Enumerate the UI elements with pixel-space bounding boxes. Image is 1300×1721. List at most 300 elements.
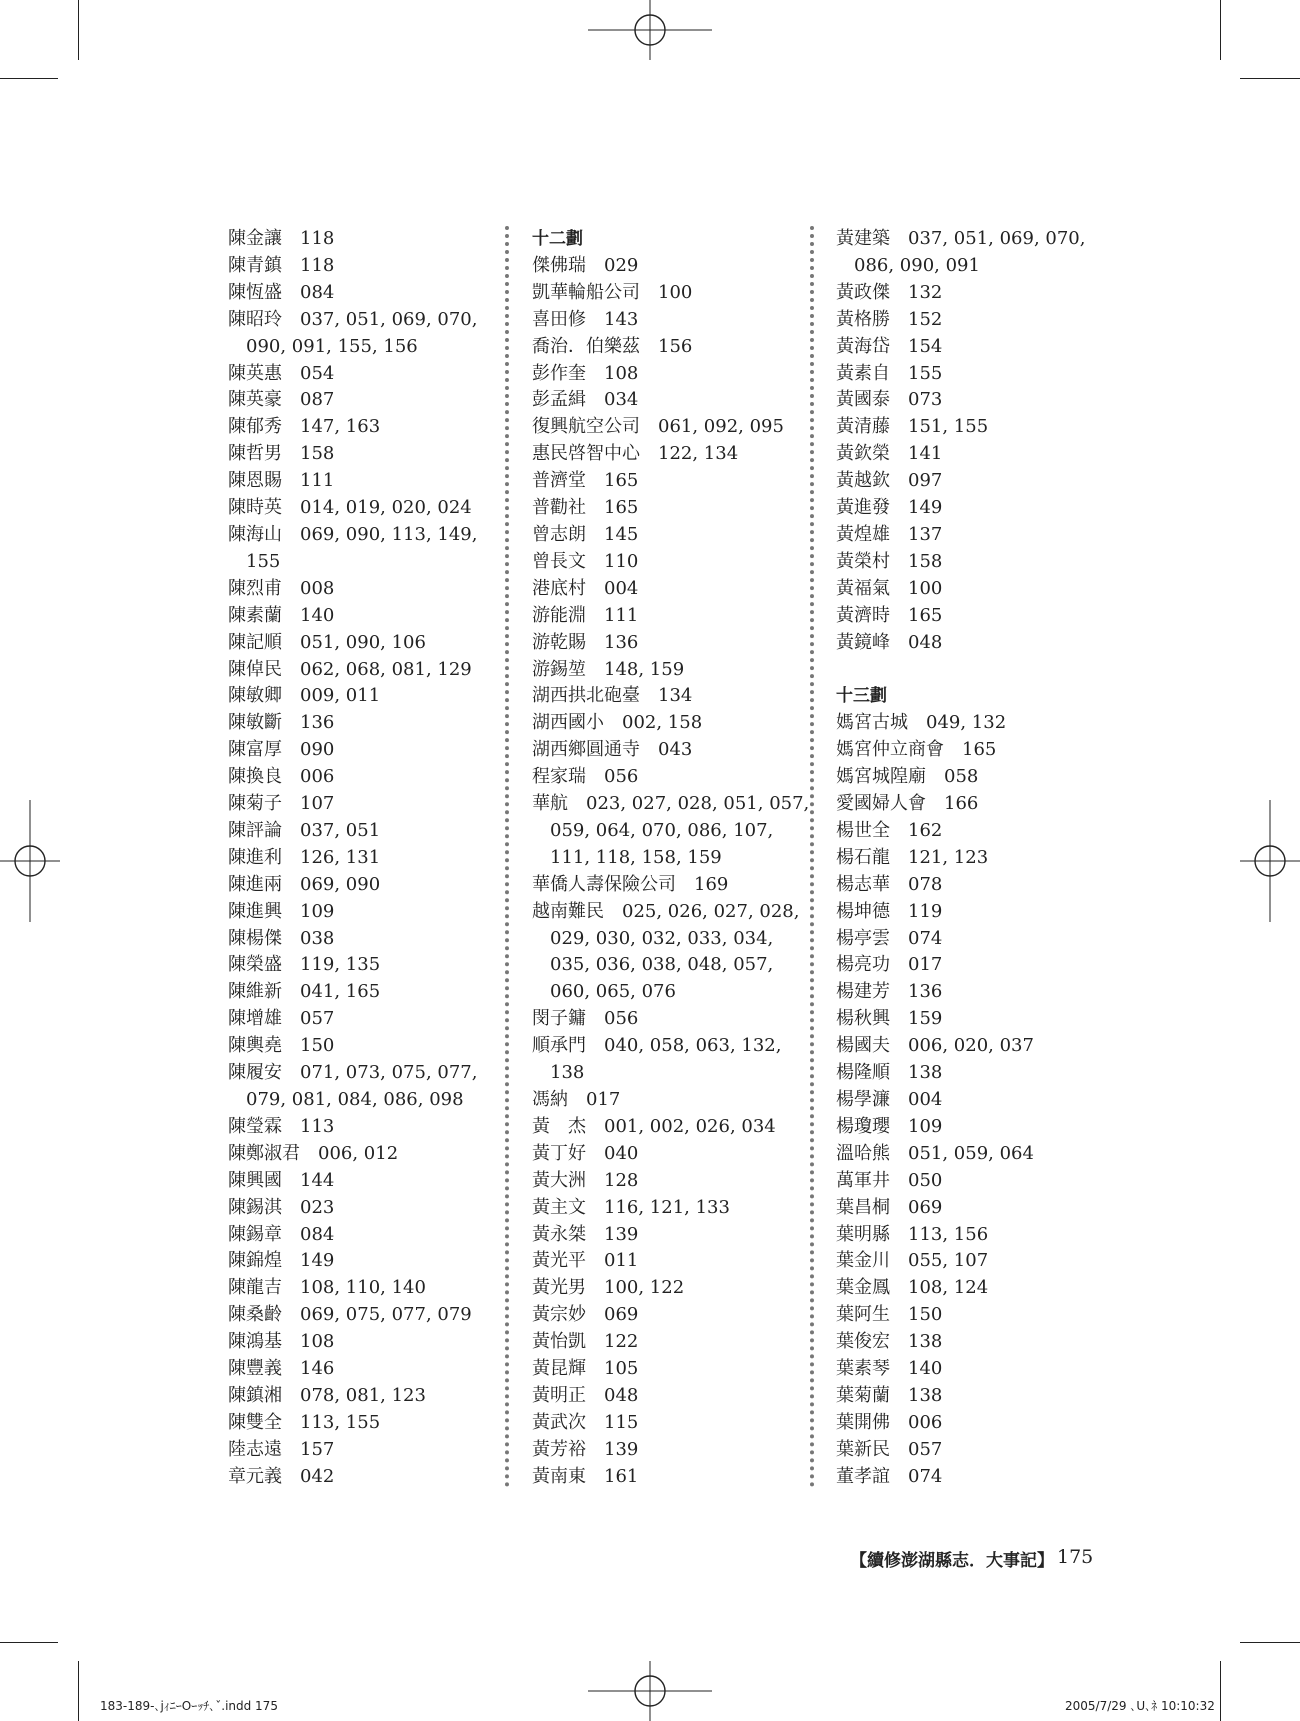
index-entry — [532, 1356, 814, 1383]
index-entry — [836, 872, 1118, 899]
entry-name: 黃昆輝 — [532, 1358, 586, 1380]
registration-mark-right — [1240, 800, 1300, 922]
section-heading: 十三劃 — [836, 686, 887, 707]
index-entry — [532, 1248, 814, 1275]
entry-name: 董孝誼 — [836, 1465, 890, 1487]
index-entry — [836, 845, 1118, 872]
entry-name: 葉素琴 — [836, 1358, 890, 1380]
entry-pages: 151, 155 — [908, 416, 989, 438]
entry-pages: 138 — [550, 1062, 585, 1084]
entry-name: 黃明正 — [532, 1384, 586, 1406]
entry-name: 陳進兩 — [228, 873, 282, 895]
index-entry — [836, 1410, 1118, 1437]
entry-name: 陳倬民 — [228, 658, 282, 680]
entry-name: 喜田修 — [532, 308, 586, 330]
index-entry — [532, 1329, 814, 1356]
entry-name: 陳素蘭 — [228, 604, 282, 626]
index-entry — [836, 387, 1118, 414]
index-entry — [228, 1437, 510, 1464]
index-entry-continuation — [228, 334, 510, 361]
entry-name: 陳進利 — [228, 846, 282, 868]
entry-name: 楊秋興 — [836, 1008, 890, 1030]
index-entry — [836, 1033, 1118, 1060]
entry-name: 游能淵 — [532, 604, 586, 626]
entry-name: 陳換良 — [228, 766, 282, 788]
index-entry — [228, 1248, 510, 1275]
entry-name: 陳富厚 — [228, 739, 282, 761]
crop-mark — [0, 78, 58, 79]
entry-pages: 090 — [300, 739, 335, 761]
entry-pages: 161 — [604, 1465, 639, 1487]
entry-pages: 139 — [604, 1438, 639, 1460]
index-entry — [532, 441, 814, 468]
entry-pages: 006 — [908, 1411, 943, 1433]
entry-name: 陳龍吉 — [228, 1277, 282, 1299]
entry-pages: 108 — [604, 362, 639, 384]
entry-name: 華航 — [532, 793, 568, 815]
index-entry — [228, 1195, 510, 1222]
entry-name: 普勸社 — [532, 497, 586, 519]
entry-name: 陳英豪 — [228, 389, 282, 411]
entry-name: 黃武次 — [532, 1411, 586, 1433]
index-entry — [532, 657, 814, 684]
entry-pages: 137 — [908, 523, 943, 545]
entry-name: 黃濟時 — [836, 604, 890, 626]
index-entry — [228, 657, 510, 684]
entry-name: 黃宗妙 — [532, 1304, 586, 1326]
entry-pages: 049, 132 — [926, 712, 1007, 734]
entry-pages: 105 — [604, 1358, 639, 1380]
index-entry-continuation — [532, 979, 814, 1006]
entry-name: 黃政傑 — [836, 281, 890, 303]
index-entry — [532, 1410, 814, 1437]
entry-name: 陳桑齡 — [228, 1304, 282, 1326]
index-column-2 — [532, 226, 814, 1491]
section-gap — [836, 657, 1118, 684]
entry-pages: 138 — [908, 1384, 943, 1406]
index-entry — [228, 576, 510, 603]
index-entry — [228, 845, 510, 872]
entry-pages: 140 — [908, 1358, 943, 1380]
entry-pages: 143 — [604, 308, 639, 330]
index-entry — [532, 1006, 814, 1033]
index-entry — [228, 361, 510, 388]
entry-name: 楊坤德 — [836, 900, 890, 922]
index-entry — [836, 1168, 1118, 1195]
index-entry — [228, 1060, 510, 1087]
index-entry — [228, 414, 510, 441]
index-column-1 — [228, 226, 510, 1491]
entry-pages: 037, 051, 069, 070, — [300, 308, 478, 330]
index-entry — [532, 549, 814, 576]
entry-name: 陳烈甫 — [228, 577, 282, 599]
index-entry — [836, 926, 1118, 953]
entry-name: 愛國婦人會 — [836, 793, 926, 815]
entry-pages: 035, 036, 038, 048, 057, — [550, 954, 774, 976]
entry-pages: 057 — [300, 1008, 335, 1030]
index-entry — [228, 1410, 510, 1437]
entry-pages: 107 — [300, 793, 335, 815]
entry-name: 楊學濂 — [836, 1088, 890, 1110]
entry-pages: 118 — [300, 228, 335, 249]
entry-pages: 138 — [908, 1062, 943, 1084]
entry-pages: 084 — [300, 281, 335, 303]
entry-pages: 134 — [658, 685, 693, 707]
entry-pages: 116, 121, 133 — [604, 1196, 730, 1218]
index-entry — [836, 952, 1118, 979]
index-entry — [836, 441, 1118, 468]
entry-name: 陳郁秀 — [228, 416, 282, 438]
index-entry — [228, 737, 510, 764]
entry-name: 黃清藤 — [836, 416, 890, 438]
entry-pages: 037, 051 — [300, 819, 381, 841]
index-entry — [228, 926, 510, 953]
entry-pages: 038 — [300, 927, 335, 949]
entry-pages: 014, 019, 020, 024 — [300, 497, 472, 519]
index-entry — [228, 495, 510, 522]
index-entry — [532, 764, 814, 791]
index-entry — [228, 387, 510, 414]
index-entry — [228, 1141, 510, 1168]
index-entry — [532, 1464, 814, 1491]
index-entry — [836, 468, 1118, 495]
entry-pages: 100, 122 — [604, 1277, 685, 1299]
entry-name: 楊建芳 — [836, 981, 890, 1003]
entry-pages: 155 — [246, 550, 281, 572]
entry-pages: 122 — [604, 1331, 639, 1353]
entry-pages: 078, 081, 123 — [300, 1384, 426, 1406]
entry-pages: 166 — [944, 793, 979, 815]
entry-pages: 002, 158 — [622, 712, 703, 734]
entry-name: 黃 杰 — [532, 1115, 586, 1137]
index-entry-continuation — [228, 1087, 510, 1114]
entry-pages: 111, 118, 158, 159 — [550, 846, 722, 868]
entry-name: 喬治．伯樂茲 — [532, 335, 640, 357]
entry-pages: 145 — [604, 523, 639, 545]
entry-pages: 009, 011 — [300, 685, 381, 707]
entry-pages: 119, 135 — [300, 954, 381, 976]
entry-pages: 084 — [300, 1223, 335, 1245]
entry-pages: 147, 163 — [300, 416, 381, 438]
entry-name: 楊世全 — [836, 819, 890, 841]
entry-pages: 100 — [658, 281, 693, 303]
index-entry — [228, 979, 510, 1006]
page-number: 175 — [1057, 1546, 1094, 1568]
entry-name: 陳青鎮 — [228, 254, 282, 276]
entry-name: 閔子鏞 — [532, 1008, 586, 1030]
entry-pages: 004 — [908, 1088, 943, 1110]
entry-pages: 165 — [962, 739, 997, 761]
entry-pages: 006 — [300, 766, 335, 788]
entry-name: 惠民啓智中心 — [532, 443, 640, 465]
index-entry — [836, 226, 1118, 253]
entry-pages: 158 — [908, 550, 943, 572]
entry-pages: 126, 131 — [300, 846, 381, 868]
entry-name: 陳時英 — [228, 497, 282, 519]
entry-pages: 006, 012 — [318, 1142, 399, 1164]
entry-name: 陳鄭淑君 — [228, 1142, 300, 1164]
entry-name: 葉阿生 — [836, 1304, 890, 1326]
entry-pages: 139 — [604, 1223, 639, 1245]
index-entry — [836, 791, 1118, 818]
entry-name: 葉昌桐 — [836, 1196, 890, 1218]
entry-pages: 113 — [300, 1115, 335, 1137]
entry-name: 陳恆盛 — [228, 281, 282, 303]
entry-pages: 056 — [604, 1008, 639, 1030]
entry-pages: 119 — [908, 900, 943, 922]
entry-pages: 141 — [908, 443, 943, 465]
entry-pages: 086, 090, 091 — [854, 254, 980, 276]
file-slug: 183-189-､jｨﾆｰOｰｯﾁ､ˇ.indd 175 — [100, 1699, 278, 1713]
entry-name: 楊亮功 — [836, 954, 890, 976]
entry-name: 黃煌雄 — [836, 523, 890, 545]
index-entry — [836, 630, 1118, 657]
entry-name: 復興航空公司 — [532, 416, 640, 438]
entry-name: 媽宮古城 — [836, 712, 908, 734]
entry-pages: 006, 020, 037 — [908, 1035, 1034, 1057]
index-entry — [532, 361, 814, 388]
entry-name: 楊瓊瓔 — [836, 1115, 890, 1137]
entry-pages: 146 — [300, 1358, 335, 1380]
entry-pages: 156 — [658, 335, 693, 357]
entry-pages: 109 — [908, 1115, 943, 1137]
entry-pages: 169 — [694, 873, 729, 895]
index-entry — [836, 1060, 1118, 1087]
entry-name: 曾志朗 — [532, 523, 586, 545]
entry-pages: 150 — [908, 1304, 943, 1326]
index-entry — [836, 818, 1118, 845]
entry-name: 陳菊子 — [228, 793, 282, 815]
index-entry — [532, 1168, 814, 1195]
entry-pages: 121, 123 — [908, 846, 989, 868]
index-entry — [836, 1222, 1118, 1249]
entry-pages: 144 — [300, 1169, 335, 1191]
index-entry — [532, 1087, 814, 1114]
entry-name: 普濟堂 — [532, 470, 586, 492]
entry-name: 黃主文 — [532, 1196, 586, 1218]
index-entry — [532, 334, 814, 361]
crop-mark — [0, 1642, 58, 1643]
entry-name: 陸志遠 — [228, 1438, 282, 1460]
index-entry — [532, 1195, 814, 1222]
entry-pages: 062, 068, 081, 129 — [300, 658, 472, 680]
index-entry — [228, 1464, 510, 1491]
entry-name: 游乾賜 — [532, 631, 586, 653]
entry-name: 港底村 — [532, 577, 586, 599]
index-entry — [532, 1437, 814, 1464]
entry-pages: 069 — [604, 1304, 639, 1326]
entry-pages: 140 — [300, 604, 335, 626]
index-entry — [532, 1141, 814, 1168]
entry-pages: 037, 051, 069, 070, — [908, 228, 1086, 249]
entry-pages: 034 — [604, 389, 639, 411]
column-divider — [505, 226, 509, 1488]
index-entry — [228, 1383, 510, 1410]
index-entry — [228, 683, 510, 710]
entry-pages: 042 — [300, 1465, 335, 1487]
entry-pages: 150 — [300, 1035, 335, 1057]
entry-name: 陳增雄 — [228, 1008, 282, 1030]
entry-name: 彭作奎 — [532, 362, 586, 384]
entry-pages: 132 — [908, 281, 943, 303]
index-entry — [228, 468, 510, 495]
entry-pages: 136 — [300, 712, 335, 734]
index-entry — [532, 307, 814, 334]
entry-name: 程家瑞 — [532, 766, 586, 788]
entry-pages: 148, 159 — [604, 658, 685, 680]
entry-name: 葉俊宏 — [836, 1331, 890, 1353]
entry-name: 陳金讓 — [228, 228, 282, 249]
entry-name: 陳榮盛 — [228, 954, 282, 976]
entry-name: 陳記順 — [228, 631, 282, 653]
entry-name: 葉明縣 — [836, 1223, 890, 1245]
index-entry-continuation — [532, 926, 814, 953]
registration-mark-left — [0, 800, 60, 922]
entry-name: 黃格勝 — [836, 308, 890, 330]
index-entry — [532, 468, 814, 495]
entry-pages: 023 — [300, 1196, 335, 1218]
entry-pages: 059, 064, 070, 086, 107, — [550, 819, 774, 841]
entry-pages: 029 — [604, 254, 639, 276]
entry-name: 游錫堃 — [532, 658, 586, 680]
entry-pages: 069, 090 — [300, 873, 381, 895]
crop-mark — [78, 1661, 79, 1721]
index-entry — [228, 226, 510, 253]
entry-pages: 011 — [604, 1250, 639, 1272]
entry-pages: 071, 073, 075, 077, — [300, 1062, 478, 1084]
entry-name: 黃素自 — [836, 362, 890, 384]
index-entry — [228, 710, 510, 737]
entry-pages: 055, 107 — [908, 1250, 989, 1272]
index-entry — [228, 764, 510, 791]
registration-mark-bottom — [588, 1661, 712, 1721]
entry-name: 陳哲男 — [228, 443, 282, 465]
index-entry — [228, 630, 510, 657]
crop-mark — [1220, 1661, 1221, 1721]
index-entry — [836, 334, 1118, 361]
index-entry — [532, 872, 814, 899]
crop-mark — [1220, 0, 1221, 60]
entry-pages: 041, 165 — [300, 981, 381, 1003]
entry-name: 陳海山 — [228, 523, 282, 545]
entry-pages: 073 — [908, 389, 943, 411]
index-entry — [836, 737, 1118, 764]
index-entry — [228, 307, 510, 334]
entry-name: 章元義 — [228, 1465, 282, 1487]
index-entry — [532, 603, 814, 630]
index-entry — [836, 1248, 1118, 1275]
index-entry — [532, 1383, 814, 1410]
entry-pages: 157 — [300, 1438, 335, 1460]
entry-name: 陳鴻基 — [228, 1331, 282, 1353]
entry-name: 楊石龍 — [836, 846, 890, 868]
index-entry — [228, 791, 510, 818]
entry-name: 楊亭雲 — [836, 927, 890, 949]
index-entry — [532, 414, 814, 441]
entry-pages: 165 — [604, 497, 639, 519]
entry-name: 陳進興 — [228, 900, 282, 922]
entry-name: 黃丁好 — [532, 1142, 586, 1164]
entry-name: 黃海岱 — [836, 335, 890, 357]
entry-pages: 165 — [908, 604, 943, 626]
entry-name: 陳昭玲 — [228, 308, 282, 330]
entry-name: 陳錫章 — [228, 1223, 282, 1245]
entry-name: 陳敏卿 — [228, 685, 282, 707]
index-entry — [228, 253, 510, 280]
entry-pages: 108 — [300, 1331, 335, 1353]
index-entry — [532, 683, 814, 710]
entry-pages: 058 — [944, 766, 979, 788]
entry-pages: 043 — [658, 739, 693, 761]
entry-pages: 149 — [300, 1250, 335, 1272]
crop-mark — [78, 0, 79, 60]
entry-name: 黃光平 — [532, 1250, 586, 1272]
crop-mark — [1240, 1642, 1300, 1643]
index-entry-continuation — [532, 845, 814, 872]
index-entry — [836, 1141, 1118, 1168]
column-divider — [810, 226, 814, 1488]
index-entry — [836, 522, 1118, 549]
entry-pages: 122, 134 — [658, 443, 739, 465]
entry-name: 黃欽榮 — [836, 443, 890, 465]
entry-name: 陳雙全 — [228, 1411, 282, 1433]
index-entry — [228, 1168, 510, 1195]
index-entry — [228, 1222, 510, 1249]
entry-pages: 069, 090, 113, 149, — [300, 523, 478, 545]
index-entry — [836, 1195, 1118, 1222]
entry-pages: 136 — [604, 631, 639, 653]
entry-pages: 079, 081, 084, 086, 098 — [246, 1089, 464, 1110]
entry-name: 傑佛瑞 — [532, 254, 586, 276]
entry-name: 陳恩賜 — [228, 470, 282, 492]
index-entry — [228, 1006, 510, 1033]
entry-name: 黃國泰 — [836, 389, 890, 411]
entry-pages: 087 — [300, 389, 335, 411]
entry-pages: 029, 030, 032, 033, 034, — [550, 927, 774, 949]
entry-name: 湖西拱北砲臺 — [532, 685, 640, 707]
index-entry — [836, 979, 1118, 1006]
entry-name: 楊志華 — [836, 873, 890, 895]
entry-name: 黃南東 — [532, 1465, 586, 1487]
entry-name: 黃福氣 — [836, 577, 890, 599]
entry-pages: 138 — [908, 1331, 943, 1353]
entry-pages: 136 — [908, 981, 943, 1003]
index-entry — [228, 952, 510, 979]
index-entry — [836, 414, 1118, 441]
index-entry — [532, 280, 814, 307]
entry-name: 陳興國 — [228, 1169, 282, 1191]
index-entry — [532, 1302, 814, 1329]
index-entry — [836, 603, 1118, 630]
index-entry — [836, 495, 1118, 522]
index-entry — [836, 307, 1118, 334]
entry-pages: 008 — [300, 577, 335, 599]
index-entry — [532, 1114, 814, 1141]
entry-name: 葉新民 — [836, 1438, 890, 1460]
entry-pages: 152 — [908, 308, 943, 330]
entry-pages: 111 — [300, 470, 335, 492]
index-entry — [532, 737, 814, 764]
entry-name: 黃大洲 — [532, 1169, 586, 1191]
index-entry-continuation — [532, 1060, 814, 1087]
entry-pages: 017 — [908, 954, 943, 976]
entry-name: 陳鎮湘 — [228, 1384, 282, 1406]
index-entry — [836, 361, 1118, 388]
entry-pages: 108, 110, 140 — [300, 1277, 426, 1299]
index-entry — [836, 280, 1118, 307]
entry-name: 陳錦煌 — [228, 1250, 282, 1272]
entry-name: 馮納 — [532, 1089, 568, 1110]
